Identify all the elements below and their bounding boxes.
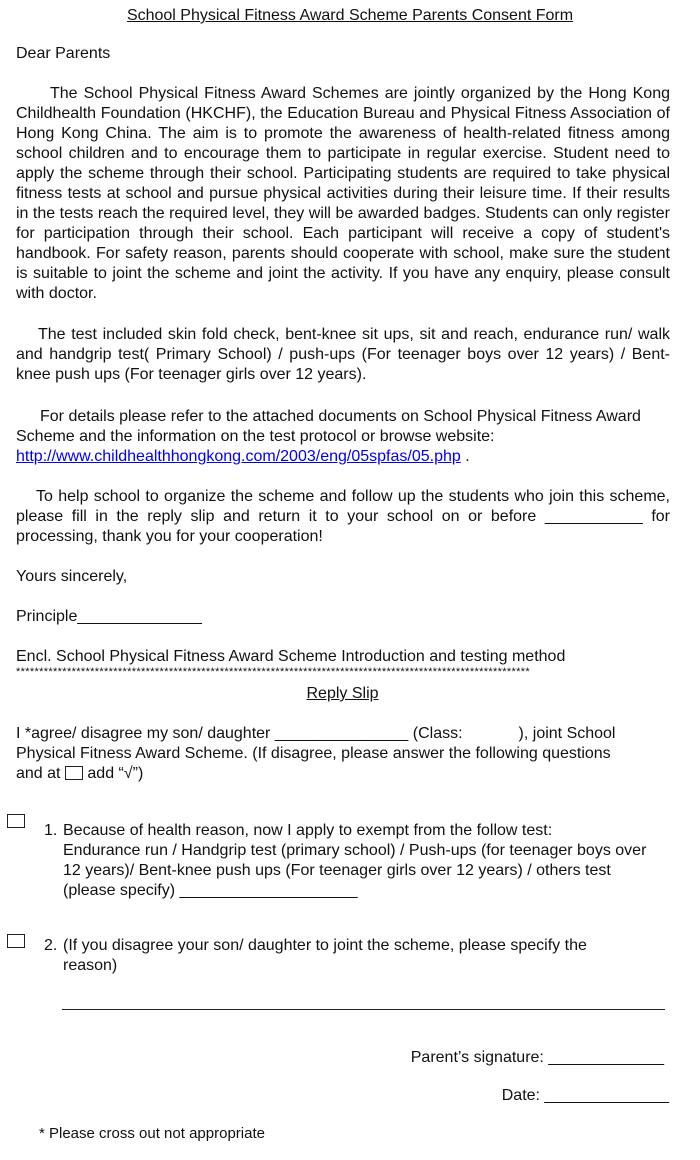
footnote: * Please cross out not appropriate [39, 1125, 265, 1142]
student-name-blank[interactable]: _______________ [274, 725, 409, 742]
other-test-blank[interactable]: ____________________ [179, 882, 358, 899]
question-1-options: Endurance run / Handgrip test (primary school) / Push-ups (for teenager boys over 12 years)/ Bent-knee push ups (For teenager girls over 12 years) / others test (please specify) [63, 842, 647, 899]
principle-signature-blank[interactable]: ______________ [77, 608, 202, 625]
question-1-checkbox[interactable] [7, 814, 25, 828]
question-2-checkbox[interactable] [7, 934, 25, 948]
reply-slip-heading: Reply Slip [306, 685, 379, 702]
principle-line [16, 607, 202, 627]
parent-signature-label: Parent’s signature: [410, 1049, 549, 1066]
agreement-text: I *agree/ disagree my son/ daughter [16, 725, 275, 742]
form-title: School Physical Fitness Award Scheme Parents Consent Form [126, 7, 574, 24]
question-2-continuation: reason) [63, 957, 118, 974]
parent-signature-blank[interactable]: _____________ [548, 1049, 664, 1066]
agreement-line-3 [16, 764, 143, 784]
date-blank[interactable]: ______________ [544, 1087, 669, 1104]
agreement-line-1 [16, 724, 615, 744]
parent-signature-line [411, 1048, 664, 1068]
question-1 [44, 821, 664, 901]
salutation: Dear Parents [16, 45, 111, 62]
enclosure: Encl. School Physical Fitness Award Scheme Introduction and testing method [16, 648, 566, 665]
closing: Yours sincerely, [16, 568, 128, 585]
website-link[interactable]: http://www.childhealthhongkong.com/2003/eng/05spfas/05.php [16, 448, 461, 465]
principle-label: Principle [16, 608, 78, 625]
separator-line: *************************************************************************************************************** [16, 666, 531, 678]
return-paragraph [16, 487, 670, 547]
reason-input-line[interactable] [62, 1009, 665, 1010]
question-1-number: 1. [44, 822, 58, 839]
question-2-text: (If you disagree your son/ daughter to joint the scheme, please specify the [63, 937, 587, 954]
class-label: (Class: [408, 725, 463, 742]
instruction-text: and at [16, 765, 61, 782]
date-label: Date: [501, 1087, 545, 1104]
return-text: To help school to organize the scheme and follow up the students who join this scheme, please fill in the reply slip and return it to your school on or before [16, 488, 670, 525]
details-suffix: . [460, 448, 470, 465]
agreement-line-2: Physical Fitness Award Scheme. (If disagree, please answer the following questions [16, 745, 611, 762]
question-1-text: Because of health reason, now I apply to exempt from the follow test: [63, 822, 553, 839]
intro-paragraph: The School Physical Fitness Award Schemes are jointly organized by the Hong Kong Childhealth Foundation (HKCHF), the Education Bureau and Physical Fitness Association of Hong Kong China. The aim is to promote the awareness of health-related fitness among school children and to encourage them to participate in regular exercise. Student need to apply the scheme through their school. Participating students are required to take physical fitness tests at school and pursue physical activities during their leisure time. If their results in the tests reach the required level, they will be awarded badges. Students can only register for participation through their school. Each participant will receive a copy of student's handbook. For safety reason, parents should cooperate with school, make sure the student is suitable to joint the scheme and joint the activity. If you have any enquiry, please consult with doctor. [16, 85, 670, 302]
agreement-text-end: ), joint School [518, 725, 616, 742]
details-text: For details please refer to the attached documents on School Physical Fitness Award Scheme and the information on the test protocol or browse website: [16, 408, 641, 445]
checkbox-example-icon [65, 766, 83, 780]
date-line [502, 1086, 669, 1106]
tests-paragraph: The test included skin fold check, bent-knee sit ups, sit and reach, endurance run/ walk and handgrip test( Primary School) / push-ups (For teenager boys over 12 years) / Bent-knee push ups (For teenager girls over 12 years). [16, 326, 670, 383]
question-2 [44, 936, 664, 976]
return-tail: for processing, thank you for your cooperation! [16, 508, 670, 545]
instruction-text-end: add “√”) [87, 765, 144, 782]
return-date-blank[interactable]: ___________ [544, 508, 643, 525]
question-2-number: 2. [44, 937, 58, 954]
details-paragraph [16, 407, 656, 467]
